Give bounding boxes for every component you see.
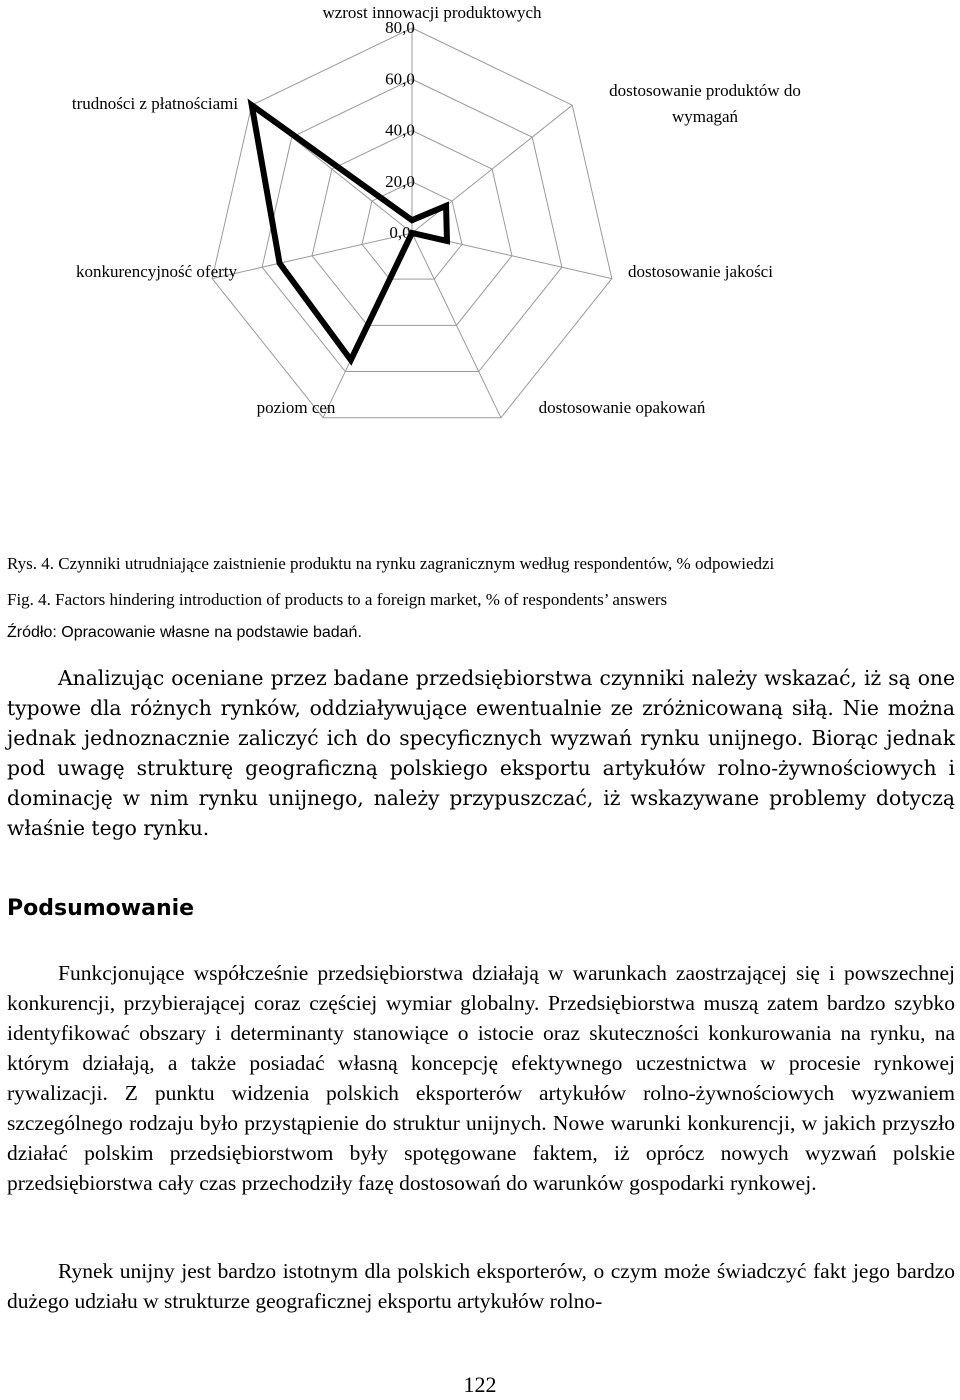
page-number: 122 — [463, 1372, 497, 1397]
grid-spoke — [412, 105, 572, 233]
figure-source: Źródło: Opracowanie własne na podstawie badań. — [7, 624, 362, 641]
figure-caption-polish: Rys. 4. Czynniki utrudniające zaistnienie produktu na rynku zagranicznym według respondentów, % odpowiedzi — [7, 554, 775, 573]
paragraph-analysis: Analizując oceniane przez badane przedsiębiorstwa czynniki należy wskazać, iż są one typowe dla różnych rynków, oddziaływujące ewentualnie ze zróżnicowaną siłą. Nie można jednak jednoznacznie zaliczyć ich do specyficznych wyzwań rynku unijnego. Biorąc jednak pod uwagę strukturę geograficzną polskiego eksportu artykułów rolno-żywnościowych i dominację w nim rynku unijnego, należy przypuszczać, iż wskazywane problemy dotyczą właśnie tego rynku. — [7, 666, 955, 840]
label-dostosowanie-jakosci: dostosowanie jakości — [628, 262, 773, 281]
label-wzrost-innowacji: wzrost innowacji produktowych — [322, 3, 542, 22]
label-konkurencyjnosc-oferty: konkurencyjność oferty — [76, 262, 237, 281]
tick-label: 60,0 — [385, 69, 415, 89]
paragraph-summary: Funkcjonujące współcześnie przedsiębiorstwa działają w warunkach zaostrzającej się i powszechnej konkurencji, przybierającej coraz częściej wymiar globalny. Przedsiębiorstwa muszą zatem bardzo szybko identyfikować obszary i determinanty stanowiące o istocie oraz skuteczności konkurowania na rynku, na którym działają, a także posiadać własną koncepcję efektywnego uczestnictwa w procesie rynkowej rywalizacji. Z punktu widzenia polskich eksporterów artykułów rolno-żywnościowych wyzwaniem szczególnego rodzaju było przystąpienie do struktur unijnych. Nowe warunki konkurencji, w jakich przyszło działać polskim przedsiębiorstwom były spotęgowane faktem, iż oprócz nowych wyzwań polskie przedsiębiorstwa cały czas przechodziły fazę dostosowań do warunków gospodarki rynkowej. — [7, 961, 955, 1195]
section-heading: Podsumowanie — [7, 896, 195, 921]
label-poziom-cen: poziom cen — [256, 398, 336, 417]
label-dostosowanie-produktow-1: dostosowanie produktów do — [609, 81, 801, 100]
tick-label: 80,0 — [385, 18, 415, 37]
paragraph-eu-market: Rynek unijny jest bardzo istotnym dla polskich eksporterów, o czym może świadczyć fakt jego bardzo dużego udziału w strukturze geograficznej eksportu artykułów rolno- — [7, 1259, 955, 1313]
label-dostosowanie-opakowan: dostosowanie opakowań — [538, 398, 706, 417]
grid-spoke — [212, 233, 412, 279]
radar-chart — [0, 0, 960, 440]
label-trudnosci-z-platnosciami: trudności z płatnościami — [71, 94, 239, 113]
figure-caption-english: Fig. 4. Factors hindering introduction of products to a foreign market, % of respondents’ answers — [7, 590, 668, 609]
tick-label: 0,0 — [389, 223, 411, 242]
tick-label: 40,0 — [385, 120, 415, 140]
label-dostosowanie-produktow-2: wymagań — [671, 107, 739, 126]
tick-label: 20,0 — [385, 171, 415, 191]
radar-series-line — [252, 105, 447, 360]
